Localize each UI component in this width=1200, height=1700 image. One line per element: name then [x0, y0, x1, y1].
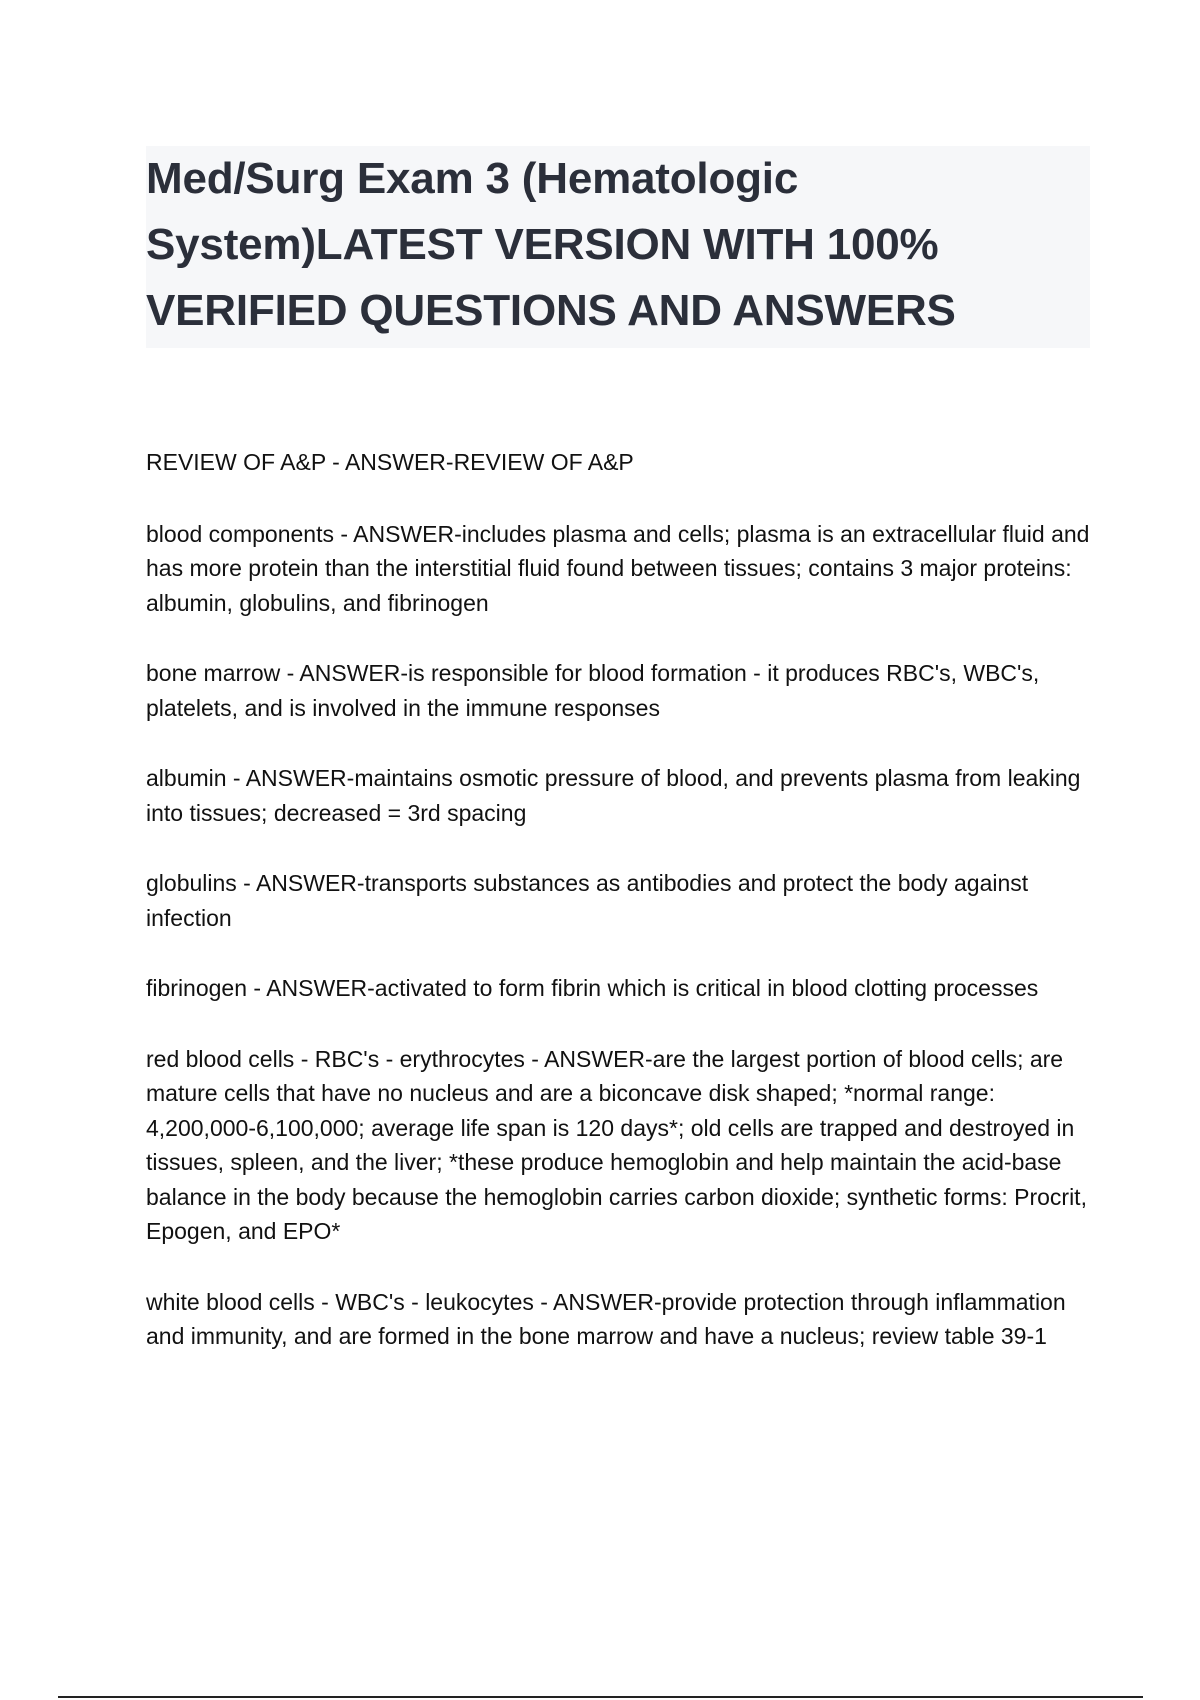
qa-entry-white-blood-cells: white blood cells - WBC's - leukocytes - ANSWER-provide protection through inflammation and immunity, and are formed in the bone marrow and have a nucleus; review table 39-1	[146, 1288, 1066, 1349]
qa-entry-albumin: albumin - ANSWER-maintains osmotic pressure of blood, and prevents plasma from leaking into tissues; decreased = 3rd spacing	[146, 765, 1081, 826]
title-block	[146, 146, 1090, 348]
qa-entry-red-blood-cells: red blood cells - RBC's - erythrocytes - ANSWER-are the largest portion of blood cells; are mature cells that have no nucleus and are a biconcave disk shaped; *normal range: 4,200,000-6,100,000; average life span is 120 days*; old cells are trapped and destroyed in tissues, spleen, and the liver; *these produce hemoglobin and help maintain the acid-base balance in the body because the hemoglobin carries carbon dioxide; synthetic forms: Procrit, Epogen, and EPO*	[146, 1045, 1087, 1244]
qa-entry-blood-components: blood components - ANSWER-includes plasma and cells; plasma is an extracellular fluid and has more protein than the interstitial fluid found between tissues; contains 3 major proteins: albumin, globulins, and fibrinogen	[146, 520, 1090, 616]
qa-entry-review-ap: REVIEW OF A&P - ANSWER-REVIEW OF A&P	[146, 449, 634, 475]
footer-divider	[58, 1696, 1143, 1698]
qa-entry-globulins: globulins - ANSWER-transports substances as antibodies and protect the body against infection	[146, 870, 1029, 931]
qa-entry-bone-marrow: bone marrow - ANSWER-is responsible for blood formation - it produces RBC's, WBC's, platelets, and is involved in the immune responses	[146, 660, 1040, 721]
qa-list	[146, 445, 1096, 1390]
qa-entry-fibrinogen: fibrinogen - ANSWER-activated to form fibrin which is critical in blood clotting processes	[146, 975, 1039, 1001]
document-title: Med/Surg Exam 3 (Hematologic System)LATEST VERSION WITH 100% VERIFIED QUESTIONS AND ANSWERS	[146, 154, 956, 335]
